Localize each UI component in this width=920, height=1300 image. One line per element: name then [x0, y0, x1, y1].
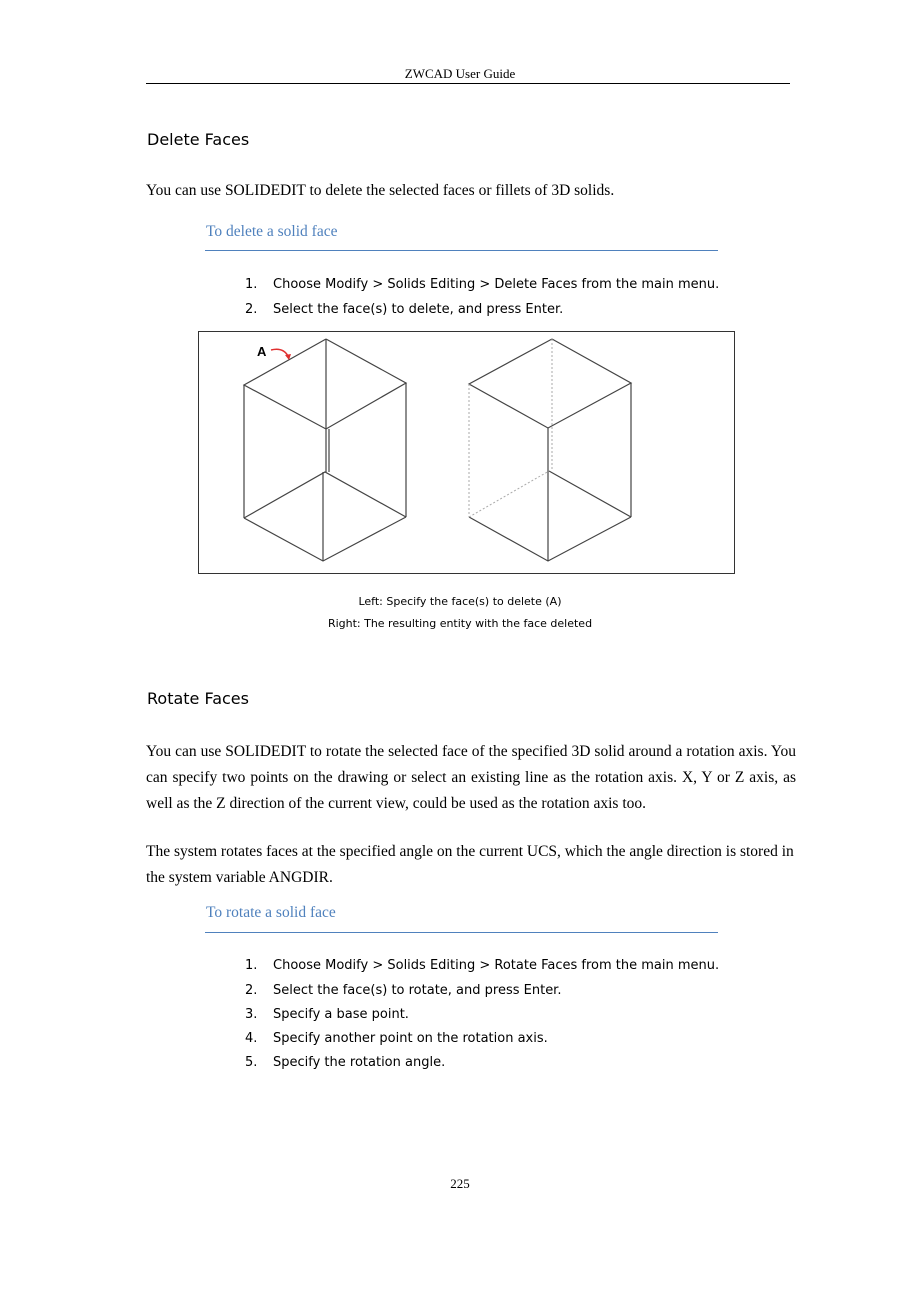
procedure-title-rotate: To rotate a solid face	[206, 904, 336, 921]
procedure-rule	[205, 932, 718, 933]
step-text: Specify a base point.	[273, 1007, 409, 1022]
list-item	[245, 958, 719, 973]
figure-caption-line: Left: Specify the face(s) to delete (A)	[358, 595, 562, 608]
delete-faces-intro: You can use SOLIDEDIT to delete the selected faces or fillets of 3D solids.	[146, 182, 615, 199]
header-rule	[146, 83, 790, 84]
procedure-title-delete: To delete a solid face	[206, 223, 338, 240]
step-number: 5.	[245, 1055, 258, 1070]
step-text: Select the face(s) to rotate, and press Enter.	[273, 983, 562, 998]
step-number: 1.	[245, 277, 258, 292]
figure-caption-line: Right: The resulting entity with the face deleted	[327, 617, 593, 630]
right-cube	[469, 339, 631, 561]
page-number: 225	[450, 1176, 470, 1191]
procedure-rule	[205, 250, 718, 251]
step-number: 2.	[245, 302, 258, 317]
list-item	[245, 277, 719, 292]
section-title-rotate-faces: Rotate Faces	[147, 689, 249, 708]
deleted-edges	[469, 339, 552, 517]
list-item	[245, 1031, 548, 1046]
step-number: 3.	[245, 1007, 258, 1022]
step-text: Choose Modify > Solids Editing > Delete Faces from the main menu.	[273, 277, 720, 292]
step-number: 1.	[245, 958, 258, 973]
list-item	[245, 983, 561, 998]
list-item	[245, 1007, 409, 1022]
step-text: Select the face(s) to delete, and press Enter.	[273, 302, 564, 317]
cube-illustration	[199, 332, 734, 573]
list-item	[245, 302, 563, 317]
rotate-faces-paragraph: The system rotates faces at the specified angle on the current UCS, which the angle direction is stored in the system variable ANGDIR.	[146, 843, 794, 886]
section-title-delete-faces: Delete Faces	[147, 130, 250, 149]
list-item	[245, 1055, 445, 1070]
step-number: 4.	[245, 1031, 258, 1046]
figure-delete-faces	[198, 331, 735, 574]
page-header: ZWCAD User Guide	[404, 66, 516, 81]
step-text: Specify another point on the rotation axis.	[273, 1031, 548, 1046]
step-text: Specify the rotation angle.	[273, 1055, 446, 1070]
step-text: Choose Modify > Solids Editing > Rotate Faces from the main menu.	[273, 958, 720, 973]
rotate-faces-paragraph: You can use SOLIDEDIT to rotate the selected face of the specified 3D solid around a rotation axis. You can specify two points on the drawing or select an existing line as the rotation axis. X, Y or Z axis, as well as the Z direction of the current view, could be used as the rotation axis too.	[146, 743, 796, 812]
face-label: A	[257, 344, 267, 359]
left-cube	[244, 339, 406, 561]
step-number: 2.	[245, 983, 258, 998]
